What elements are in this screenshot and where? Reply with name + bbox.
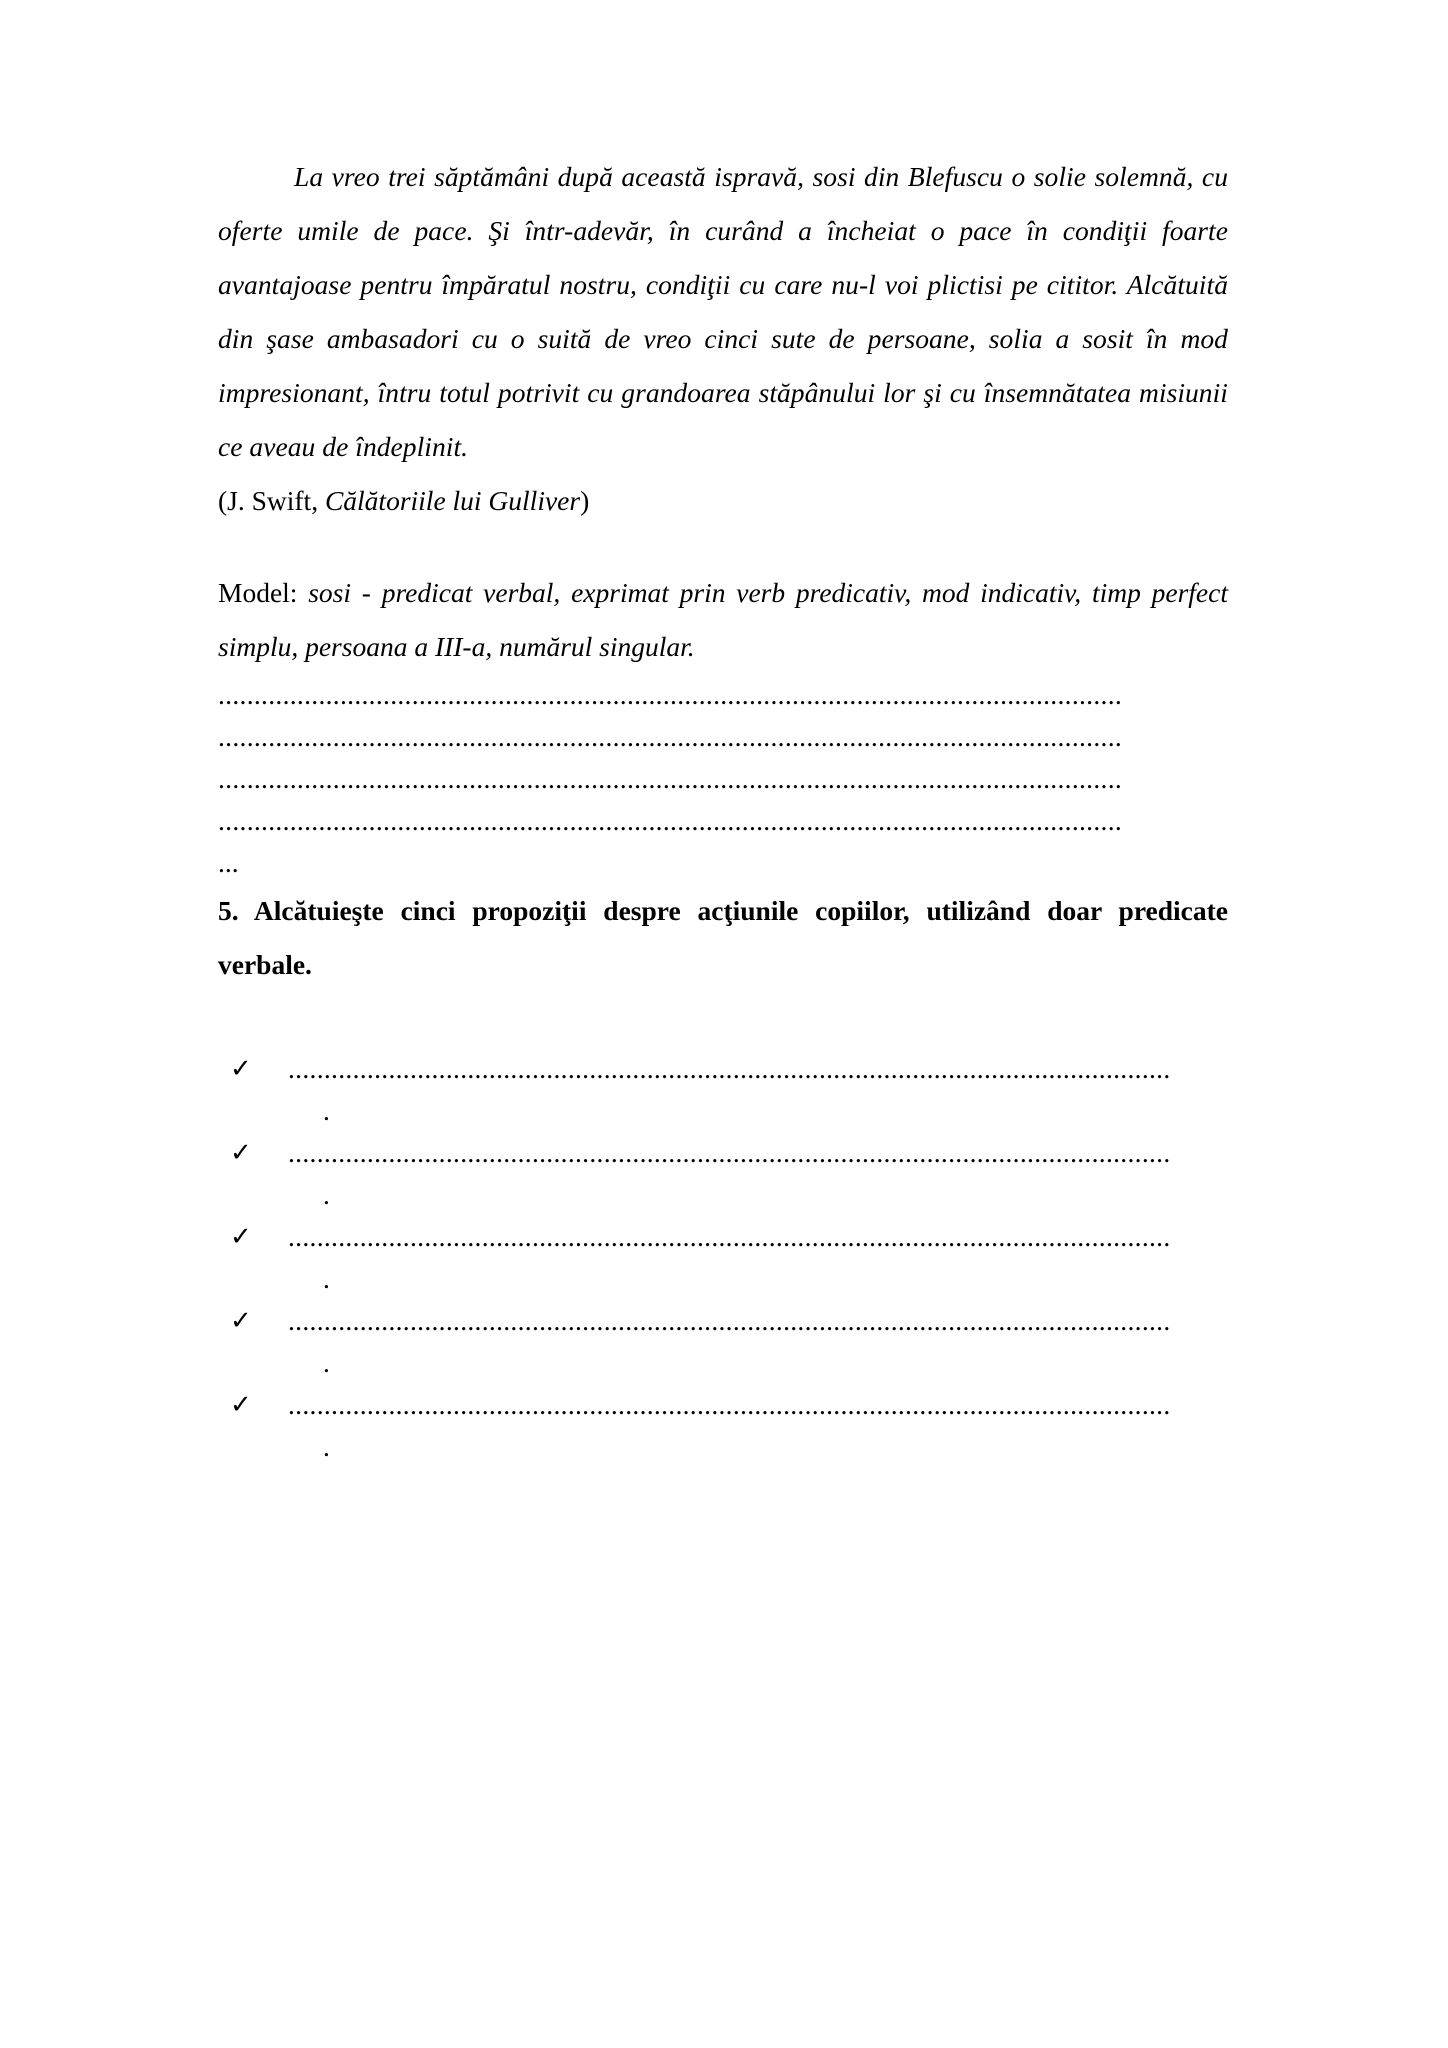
quoted-passage: La vreo trei săptămâni după această ispravă, sosi din Blefuscu o solie solemnă, cu oferte umile de pace. Şi într-adevăr, în curând a încheiat o pace în condiţii foarte avantajoase pentru împăratul nostru, condiţii cu care nu-l voi plictisi pe cititor. Alcătuită din şase ambasadori cu o suită de vreo cinci sute de persoane, solia a sosit în mod impresionant, întru totul potrivit cu grandoarea stăpânului lor şi cu însemnătatea misiunii ce aveau de îndeplinit. [218,161,1228,462]
answer-line-period: . [323,1347,330,1378]
attribution-author: (J. Swift, [218,485,325,516]
answer-line[interactable]: .............................................................................................................................. [218,763,1123,794]
answer-line[interactable]: ........................................................................................................................... [288,1221,1171,1252]
task-text: Alcătuieşte cinci propoziţii despre acţiunile copiilor, utilizând doar predicate verbale. [218,895,1228,980]
list-item[interactable] [218,1216,1228,1300]
answer-line[interactable]: ........................................................................................................................... [288,1389,1171,1420]
model-body: sosi - predicat verbal, exprimat prin verb predicativ, mod indicativ, timp perfect simplu, persoana a III-a, numărul singular. [218,577,1228,662]
task-heading-5 [218,884,1228,992]
model-label: Model: [218,577,309,608]
answer-line[interactable]: .............................................................................................................................. [218,679,1123,710]
attribution-close-paren: ) [580,485,590,516]
answer-line[interactable]: .............................................................................................................................. [218,805,1123,836]
list-item[interactable] [218,1300,1228,1384]
answer-line-period: . [323,1095,330,1126]
list-item[interactable] [218,1132,1228,1216]
answer-line[interactable]: ........................................................................................................................... [288,1305,1171,1336]
continuation-ellipsis: ... [218,847,239,878]
answer-line-period: . [323,1263,330,1294]
answer-line-period: . [323,1179,330,1210]
check-icon: ✓ [230,1390,252,1420]
answer-line-period: . [323,1431,330,1462]
spacer-after-attribution [218,528,1228,566]
task-number: 5. [218,895,239,926]
check-icon: ✓ [230,1054,252,1084]
quote-attribution [218,474,1228,528]
attribution-work-title: Călătoriile lui Gulliver [324,485,581,516]
model-example [218,566,1228,674]
check-icon: ✓ [230,1306,252,1336]
page-content [218,150,1228,1468]
answer-line[interactable]: ........................................................................................................................... [288,1137,1171,1168]
answer-line[interactable]: .............................................................................................................................. [218,721,1123,752]
answer-line[interactable]: ........................................................................................................................... [288,1053,1171,1084]
list-item[interactable] [218,1384,1228,1468]
list-item[interactable] [218,1048,1228,1132]
check-icon: ✓ [230,1138,252,1168]
spacer-before-checklist [218,992,1228,1048]
answer-checklist [218,1048,1228,1468]
check-icon: ✓ [230,1222,252,1252]
